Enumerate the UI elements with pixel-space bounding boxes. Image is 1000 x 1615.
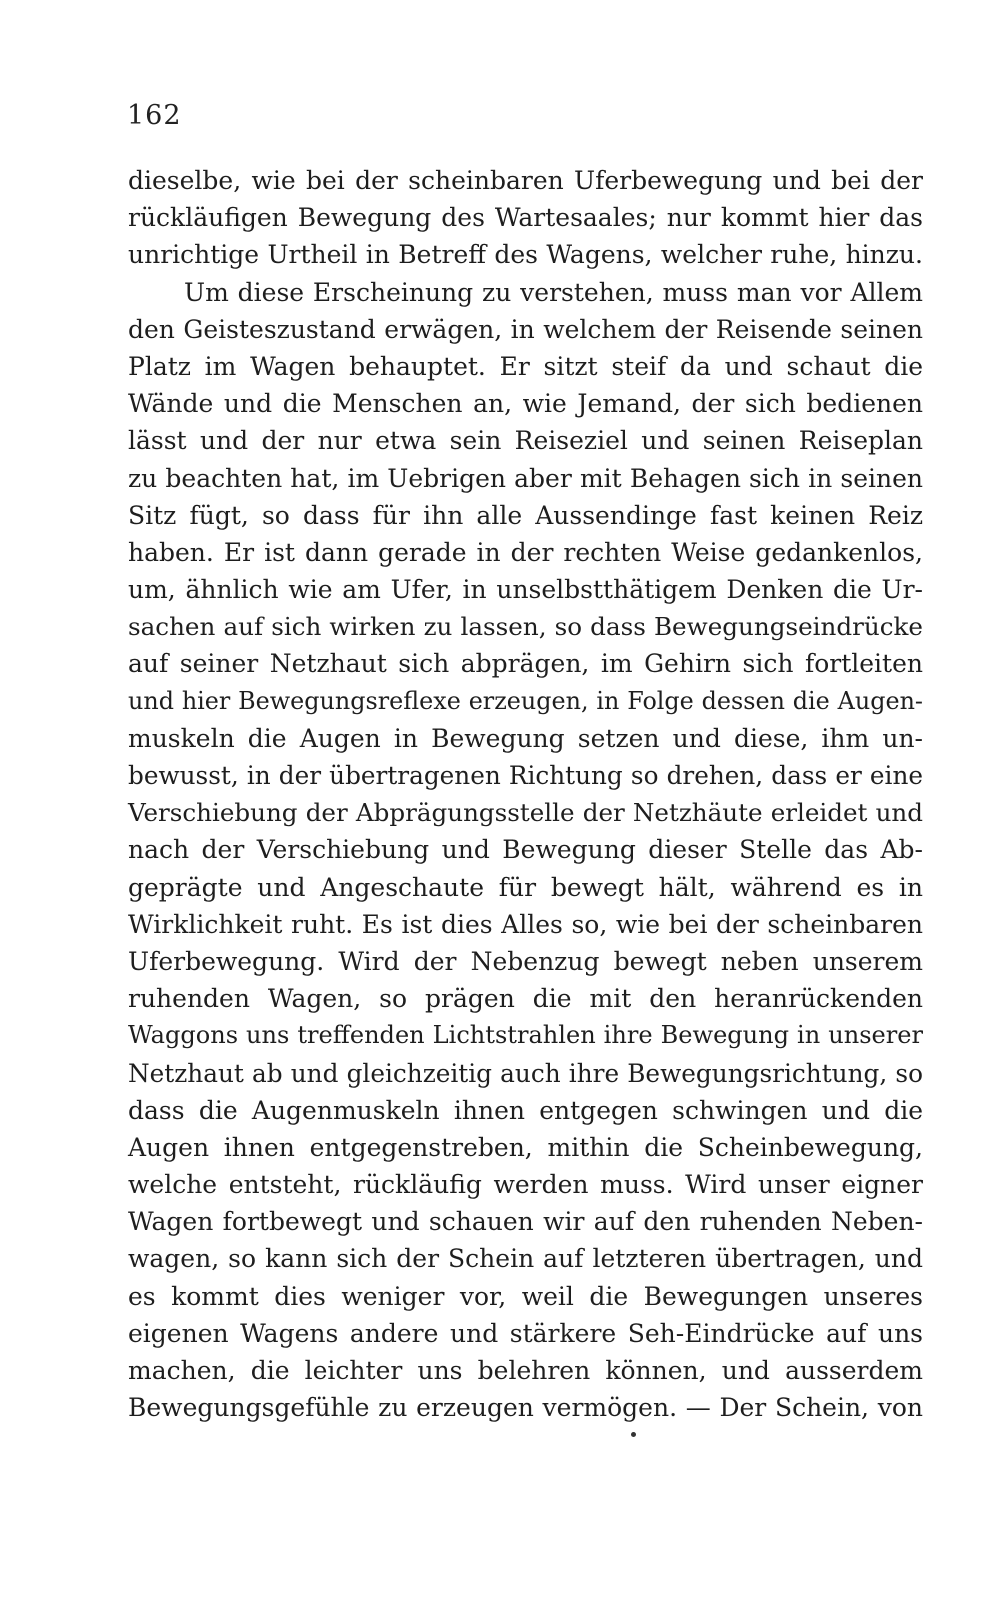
text-line: dieselbe, wie bei der scheinbaren Uferbewegung und bei der: [128, 166, 923, 195]
text-line: bewusst, in der übertragenen Richtung so drehen, dass er eine: [128, 761, 923, 790]
text-line: wagen, so kann sich der Schein auf letzteren übertragen, und: [128, 1244, 923, 1274]
text-line: geprägte und Angeschaute für bewegt hält, während es in: [128, 872, 923, 902]
ink-speck: [631, 1432, 636, 1437]
text-line: Verschiebung der Abprägungsstelle der Netzhäute erleidet und: [128, 798, 923, 828]
text-line: Wagen fortbewegt und schauen wir auf den ruhenden Neben-: [128, 1207, 923, 1237]
text-line: machen, die leichter uns belehren können, und ausserdem: [128, 1356, 923, 1385]
text-line: nach der Verschiebung und Bewegung dieser Stelle das Ab-: [128, 835, 923, 865]
text-line: Um diese Erscheinung zu verstehen, muss man vor Allem: [184, 277, 923, 307]
body-text: [128, 162, 923, 1426]
text-line: Wände und die Menschen an, wie Jemand, der sich bedienen: [128, 389, 923, 419]
text-line: Sitz fügt, so dass für ihn alle Aussendinge fast keinen Reiz: [128, 500, 923, 530]
text-line: ruhenden Wagen, so prägen die mit den heranrückenden: [128, 984, 923, 1014]
text-line: unrichtige Urtheil in Betreff des Wagens, welcher ruhe, hinzu.: [128, 240, 923, 270]
text-line: Netzhaut ab und gleichzeitig auch ihre Bewegungsrichtung, so: [128, 1058, 923, 1088]
text-line: Augen ihnen entgegenstreben, mithin die Scheinbewegung,: [128, 1132, 923, 1162]
text-line: welche entsteht, rückläufig werden muss. Wird unser eigner: [128, 1170, 923, 1200]
page-number: 162: [127, 100, 182, 131]
text-line: um, ähnlich wie am Ufer, in unselbstthätigem Denken die Ur-: [128, 575, 923, 605]
text-line: sachen auf sich wirken zu lassen, so dass Bewegungseindrücke: [128, 612, 923, 642]
text-line: dass die Augenmuskeln ihnen entgegen schwingen und die: [128, 1095, 923, 1125]
text-line: muskeln die Augen in Bewegung setzen und diese, ihm un-: [128, 723, 923, 753]
text-line: lässt und der nur etwa sein Reiseziel und seinen Reiseplan: [128, 426, 923, 456]
text-line: Uferbewegung. Wird der Nebenzug bewegt neben unserem: [128, 946, 923, 976]
text-line: es kommt dies weniger vor, weil die Bewegungen unseres: [128, 1281, 923, 1311]
text-line: zu beachten hat, im Uebrigen aber mit Behagen sich in seinen: [128, 463, 923, 493]
text-line: Wirklichkeit ruht. Es ist dies Alles so, wie bei der scheinbaren: [128, 909, 923, 939]
text-line: den Geisteszustand erwägen, in welchem der Reisende seinen: [128, 314, 923, 344]
text-line: haben. Er ist dann gerade in der rechten Weise gedankenlos,: [128, 537, 923, 567]
text-line: eigenen Wagens andere und stärkere Seh-Eindrücke auf uns: [128, 1318, 923, 1348]
text-line: Waggons uns treffenden Lichtstrahlen ihre Bewegung in unserer: [128, 1021, 923, 1050]
text-line: auf seiner Netzhaut sich abprägen, im Gehirn sich fortleiten: [128, 649, 923, 679]
text-line: Platz im Wagen behauptet. Er sitzt steif da und schaut die: [128, 351, 923, 381]
text-line: Bewegungsgefühle zu erzeugen vermögen. — Der Schein, von: [128, 1393, 923, 1423]
text-line: rückläufigen Bewegung des Wartesaales; nur kommt hier das: [128, 203, 923, 233]
text-line: und hier Bewegungsreflexe erzeugen, in Folge dessen die Augen-: [128, 686, 923, 715]
